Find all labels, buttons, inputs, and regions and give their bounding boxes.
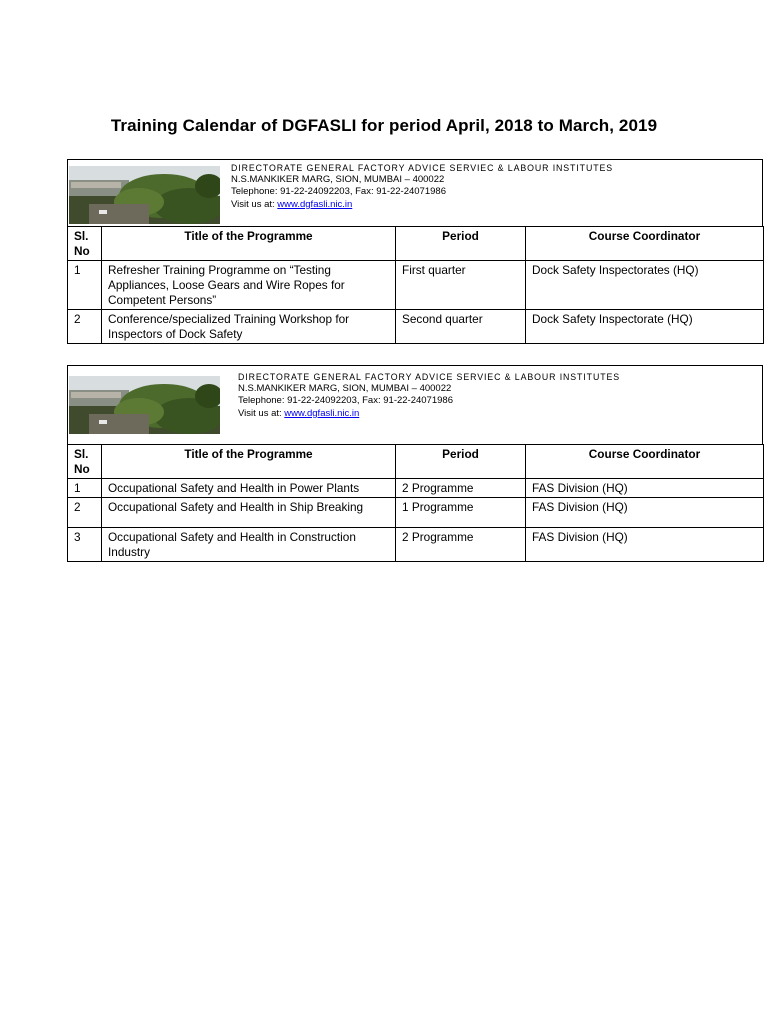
col-coordinator: Course Coordinator	[526, 227, 764, 261]
telephone-line: Telephone: 91-22-24092203, Fax: 91-22-24071986	[238, 395, 453, 407]
col-sl-no: Sl. No	[68, 227, 102, 261]
cell-period: 2 Programme	[396, 479, 526, 498]
table-row	[68, 479, 764, 498]
cell-coordinator: FAS Division (HQ)	[526, 479, 764, 498]
table-row	[68, 261, 764, 310]
cell-coordinator: Dock Safety Inspectorates (HQ)	[526, 261, 764, 310]
cell-period: First quarter	[396, 261, 526, 310]
telephone-line: Telephone: 91-22-24092203, Fax: 91-22-24071986	[231, 186, 446, 198]
cell-title: Occupational Safety and Health in Construction Industry	[102, 528, 396, 562]
col-coordinator: Course Coordinator	[526, 445, 764, 479]
table-header-row	[68, 445, 764, 479]
programme-table	[67, 226, 764, 344]
cell-title: Occupational Safety and Health in Ship Breaking	[102, 498, 396, 528]
programme-table	[67, 444, 764, 562]
cell-sl: 1	[68, 261, 102, 310]
institute-header	[67, 365, 763, 444]
institute-address	[238, 371, 620, 420]
cell-sl: 2	[68, 498, 102, 528]
website-link[interactable]: www.dgfasli.nic.in	[284, 407, 360, 419]
institute-photo	[69, 376, 220, 434]
org-name: DIRECTORATE GENERAL FACTORY ADVICE SERVIEC & LABOUR INSTITUTES	[231, 163, 614, 173]
website-line	[238, 408, 620, 420]
institute-address	[231, 162, 613, 211]
col-title: Title of the Programme	[102, 445, 396, 479]
training-table-block-1	[67, 159, 763, 344]
website-line	[231, 199, 613, 211]
cell-title: Conference/specialized Training Workshop for Inspectors of Dock Safety	[102, 310, 396, 344]
cell-period: 2 Programme	[396, 528, 526, 562]
table-row	[68, 498, 764, 528]
cell-period: Second quarter	[396, 310, 526, 344]
cell-sl: 3	[68, 528, 102, 562]
cell-coordinator: FAS Division (HQ)	[526, 498, 764, 528]
address-line: N.S.MANKIKER MARG, SION, MUMBAI – 400022	[238, 383, 452, 395]
cell-title: Refresher Training Programme on “Testing Appliances, Loose Gears and Wire Ropes for Competent Persons”	[102, 261, 396, 310]
institute-header	[67, 159, 763, 226]
table-header-row	[68, 227, 764, 261]
col-title: Title of the Programme	[102, 227, 396, 261]
col-period: Period	[396, 445, 526, 479]
institute-photo	[69, 166, 220, 224]
table-row	[68, 310, 764, 344]
address-line: N.S.MANKIKER MARG, SION, MUMBAI – 400022	[231, 174, 445, 186]
cell-title: Occupational Safety and Health in Power Plants	[102, 479, 396, 498]
visit-label: Visit us at:	[238, 407, 285, 419]
cell-coordinator: FAS Division (HQ)	[526, 528, 764, 562]
cell-period: 1 Programme	[396, 498, 526, 528]
cell-sl: 1	[68, 479, 102, 498]
website-link[interactable]: www.dgfasli.nic.in	[277, 198, 353, 210]
training-table-block-2	[67, 365, 763, 562]
org-name: DIRECTORATE GENERAL FACTORY ADVICE SERVIEC & LABOUR INSTITUTES	[238, 372, 621, 382]
cell-coordinator: Dock Safety Inspectorate (HQ)	[526, 310, 764, 344]
page-title: Training Calendar of DGFASLI for period April, 2018 to March, 2019	[110, 116, 658, 135]
col-period: Period	[396, 227, 526, 261]
visit-label: Visit us at:	[231, 198, 278, 210]
col-sl-no: Sl. No	[68, 445, 102, 479]
table-row	[68, 528, 764, 562]
cell-sl: 2	[68, 310, 102, 344]
